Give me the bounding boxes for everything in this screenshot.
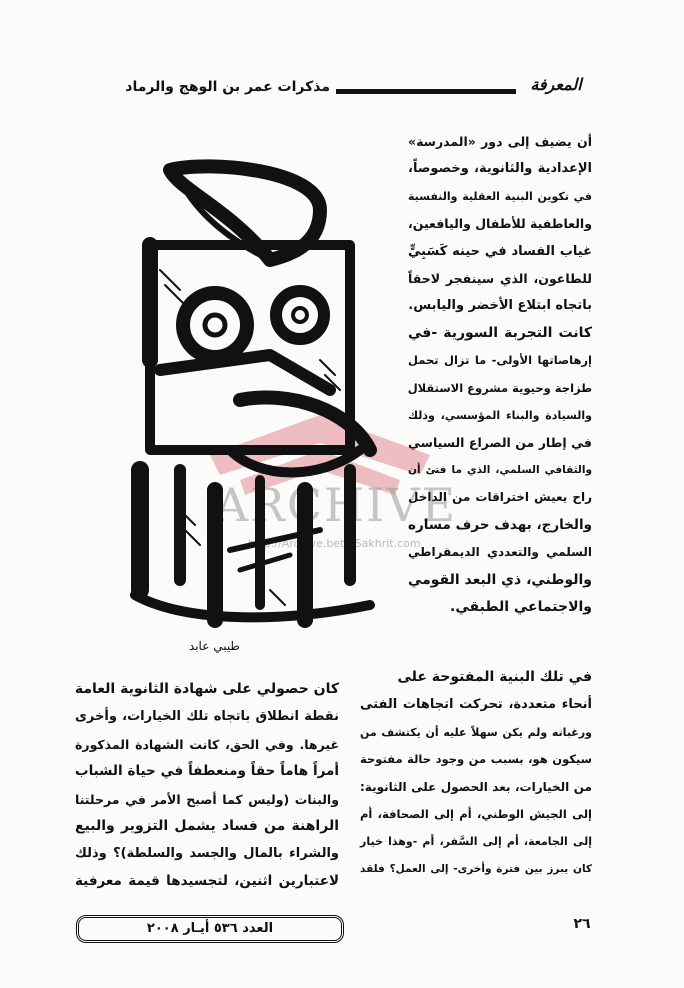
text-line: ورغباته ولم يكن سهلاً عليه أن يكتشف من bbox=[360, 725, 592, 739]
header-rule bbox=[336, 89, 516, 94]
text-line: السلمي والتعددي الديمقراطي bbox=[408, 545, 592, 560]
text-line: والخارج، بهدف حرف مساره bbox=[408, 516, 592, 533]
text-line: غياب الفساد في حينه كَسَبِيٍّ bbox=[408, 243, 592, 259]
text-line: غيرها. وفي الحق، كانت الشهادة المذكورة bbox=[75, 736, 339, 752]
text-line: سيكون هو، بسبب من وجود حالة مفتوحة bbox=[360, 752, 592, 767]
text-line: إرهاصاتها الأولى- ما تزال تحمل bbox=[408, 353, 592, 368]
column-left-bottom bbox=[75, 676, 339, 895]
text-line: كان حصولي على شهادة الثانوية العامة bbox=[74, 681, 339, 697]
text-line: من الخيارات، بعد الحصول على الثانوية: bbox=[360, 779, 592, 794]
issue-label: العدد ٥٣٦ أيـار ٢٠٠٨ bbox=[76, 915, 344, 943]
column-right-bottom bbox=[360, 664, 592, 883]
artist-signature: طيبي عابد bbox=[188, 639, 240, 653]
text-line: والسيادة والبناء المؤسسي، وذلك bbox=[408, 409, 592, 423]
text-line: كان يبرز بين فترة وأخرى- إلى العمل؟ فلقد bbox=[360, 862, 592, 875]
text-line: أن يضيف إلى دور «المدرسة» bbox=[408, 134, 592, 149]
text-line: كانت التجربة السورية -في bbox=[408, 324, 592, 341]
text-line: والاجتماعي الطبقي. bbox=[450, 598, 592, 615]
text-line: والبنات (وليس كما أصبح الأمر في مرحلتنا bbox=[75, 791, 339, 807]
text-line: لاعتبارين اثنين، لتجسيدها قيمة معرفية bbox=[75, 872, 339, 889]
text-line: والوطني، ذي البعد القومي bbox=[407, 571, 592, 588]
column-right-top bbox=[408, 128, 592, 621]
text-line: في إطار من الصراع السياسي bbox=[408, 435, 592, 451]
text-line: راح يعيش اختراقات من الداخل bbox=[408, 490, 592, 505]
text-line: في تلك البنية المفتوحة على bbox=[397, 669, 592, 685]
text-line: الإعدادية والثانوية، وخصوصاً، bbox=[408, 161, 592, 177]
text-line: والثقافي السلمي، الذي ما فتئ أن bbox=[408, 463, 592, 476]
text-line: إلى الجيش الوطني، أم إلى الصحافة، أم bbox=[360, 807, 592, 822]
text-line: باتجاه ابتلاع الأخضر واليابس. bbox=[408, 298, 592, 314]
article-title: مذكرات عمر بن الوهج والرماد bbox=[125, 79, 330, 95]
text-line: نقطة انطلاق باتجاه تلك الخيارات، وأخرى bbox=[75, 709, 339, 725]
text-line: طزاجة وحيوية مشروع الاستقلال bbox=[407, 380, 592, 395]
watermark-text: ARCHIVE bbox=[215, 478, 458, 532]
text-line: أنحاء متعددة، تحركت اتجاهات الفتى bbox=[360, 697, 592, 713]
text-line: أمراً هاماً حقاً ومنعطفاً في حياة الشباب bbox=[75, 763, 339, 780]
watermark-url: http://Archive.beta.Sakhrit.com bbox=[248, 537, 421, 550]
text-line: والعاطفية للأطفال واليافعين، bbox=[407, 216, 592, 232]
text-line: إلى الجامعة، أم إلى السَّفر، أم -وهذا خيار bbox=[360, 835, 592, 849]
text-line: في تكوين البنية العقلية والنفسية bbox=[408, 189, 592, 203]
page-number: ٢٦ bbox=[573, 916, 591, 932]
calligraphy-artwork bbox=[120, 150, 412, 665]
text-line: الراهنة من فساد يشمل التزوير والبيع bbox=[75, 818, 339, 835]
magazine-logo: المعرفة bbox=[530, 75, 582, 94]
text-line: والشراء بالمال والجسد والسلطة)؟ وذلك bbox=[75, 846, 339, 862]
text-line: للطاعون، الذي سينفجر لاحقاً bbox=[408, 271, 592, 287]
